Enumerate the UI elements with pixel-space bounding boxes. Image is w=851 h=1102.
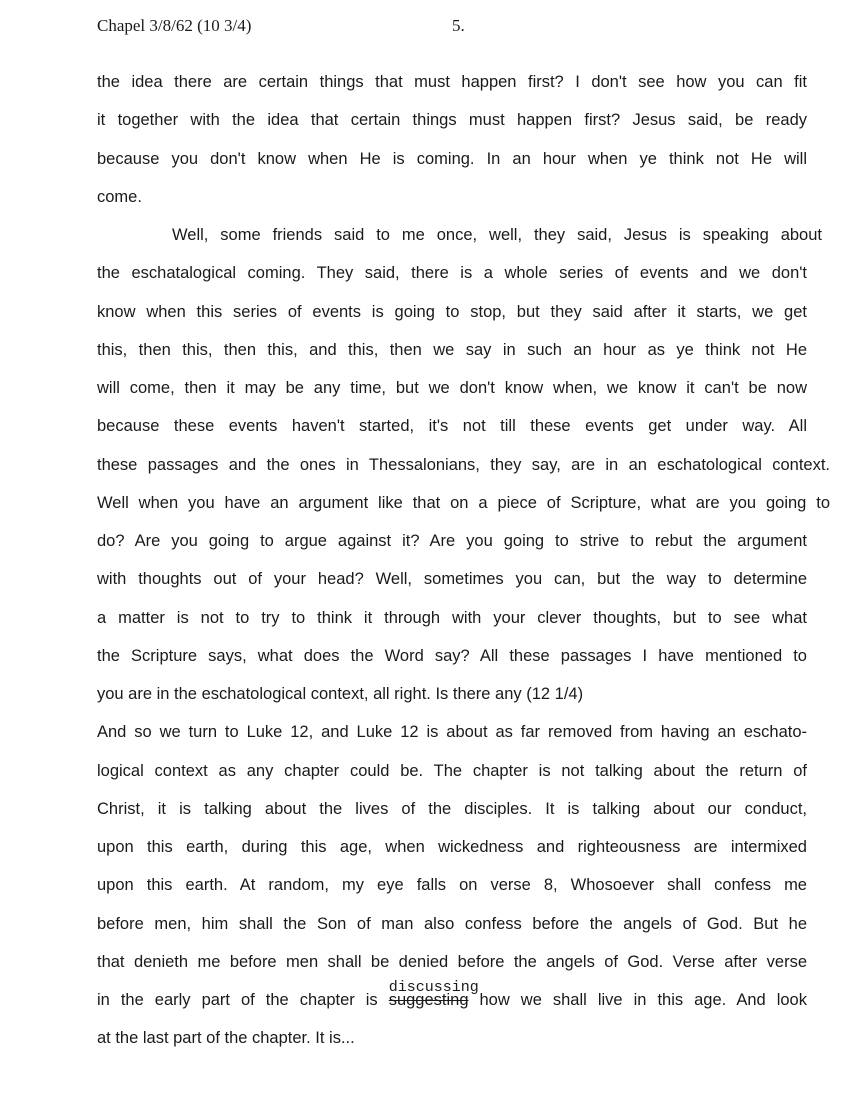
header-title: Chapel 3/8/62 (10 3/4)	[97, 16, 252, 35]
text-line: Christ, it is talking about the lives of the disciples. It is talking about our conduct,	[97, 799, 807, 818]
text-line: will come, then it may be any time, but we don't know when, we know it can't be now	[97, 379, 807, 397]
text-line: the eschatalogical coming. They said, there is a whole series of events and we don't	[97, 264, 807, 283]
text-line: you are in the eschatological context, all right. Is there any (12 1/4)	[97, 685, 584, 703]
text-line: upon this earth, during this age, when wickedness and righteousness are intermixed	[97, 838, 807, 856]
text-line: come.	[97, 187, 142, 206]
text-line: do? Are you going to argue against it? Are you going to strive to rebut the argument	[97, 532, 807, 550]
text-line: before men, him shall the Son of man also confess before the angels of God. But he	[97, 914, 807, 933]
text-line-with-correction	[97, 979, 807, 1010]
text-line: the Scripture says, what does the Word say? All these passages I have mentioned to	[97, 646, 807, 665]
text-line: upon this earth. At random, my eye falls on verse 8, Whosoever shall confess me	[97, 876, 807, 895]
text-line: a matter is not to try to think it through with your clever thoughts, but to see what	[97, 608, 807, 627]
text-line: logical context as any chapter could be. The chapter is not talking about the return of	[97, 761, 807, 780]
text-line: the idea there are certain things that must happen first? I don't see how you can fit	[97, 73, 807, 91]
text-line: And so we turn to Luke 12, and Luke 12 is about as far removed from having an eschato-	[97, 723, 807, 742]
inserted-word: discussing	[388, 979, 479, 996]
struck-word: suggesting	[388, 991, 469, 1009]
text-line: with thoughts out of your head? Well, sometimes you can, but the way to determine	[97, 570, 807, 589]
text-line: Well when you have an argument like that on a piece of Scripture, what are you going to	[97, 493, 830, 512]
text-line: because you don't know when He is coming. In an hour when ye think not He will	[97, 149, 807, 168]
text-segment: how we shall live in this age. And look	[468, 991, 807, 1009]
text-line: at the last part of the chapter. It is...	[97, 1029, 355, 1048]
text-line: it together with the idea that certain things must happen first? Jesus said, be ready	[97, 111, 807, 130]
text-line: this, then this, then this, and this, then we say in such an hour as ye think not He	[97, 340, 807, 359]
text-line: Well, some friends said to me once, well, they said, Jesus is speaking about	[172, 226, 822, 244]
text-line: because these events haven't started, it's not till these events get under way. All	[97, 417, 807, 436]
text-line: that denieth me before men shall be denied before the angels of God. Verse after verse	[97, 952, 807, 971]
text-segment: in the early part of the chapter is	[97, 991, 389, 1009]
text-line: these passages and the ones in Thessalonians, they say, are in an eschatological context.	[97, 455, 830, 474]
text-line: know when this series of events is going to stop, but they said after it starts, we get	[97, 302, 807, 321]
page-number: 5.	[452, 16, 465, 35]
correction	[388, 979, 479, 1010]
